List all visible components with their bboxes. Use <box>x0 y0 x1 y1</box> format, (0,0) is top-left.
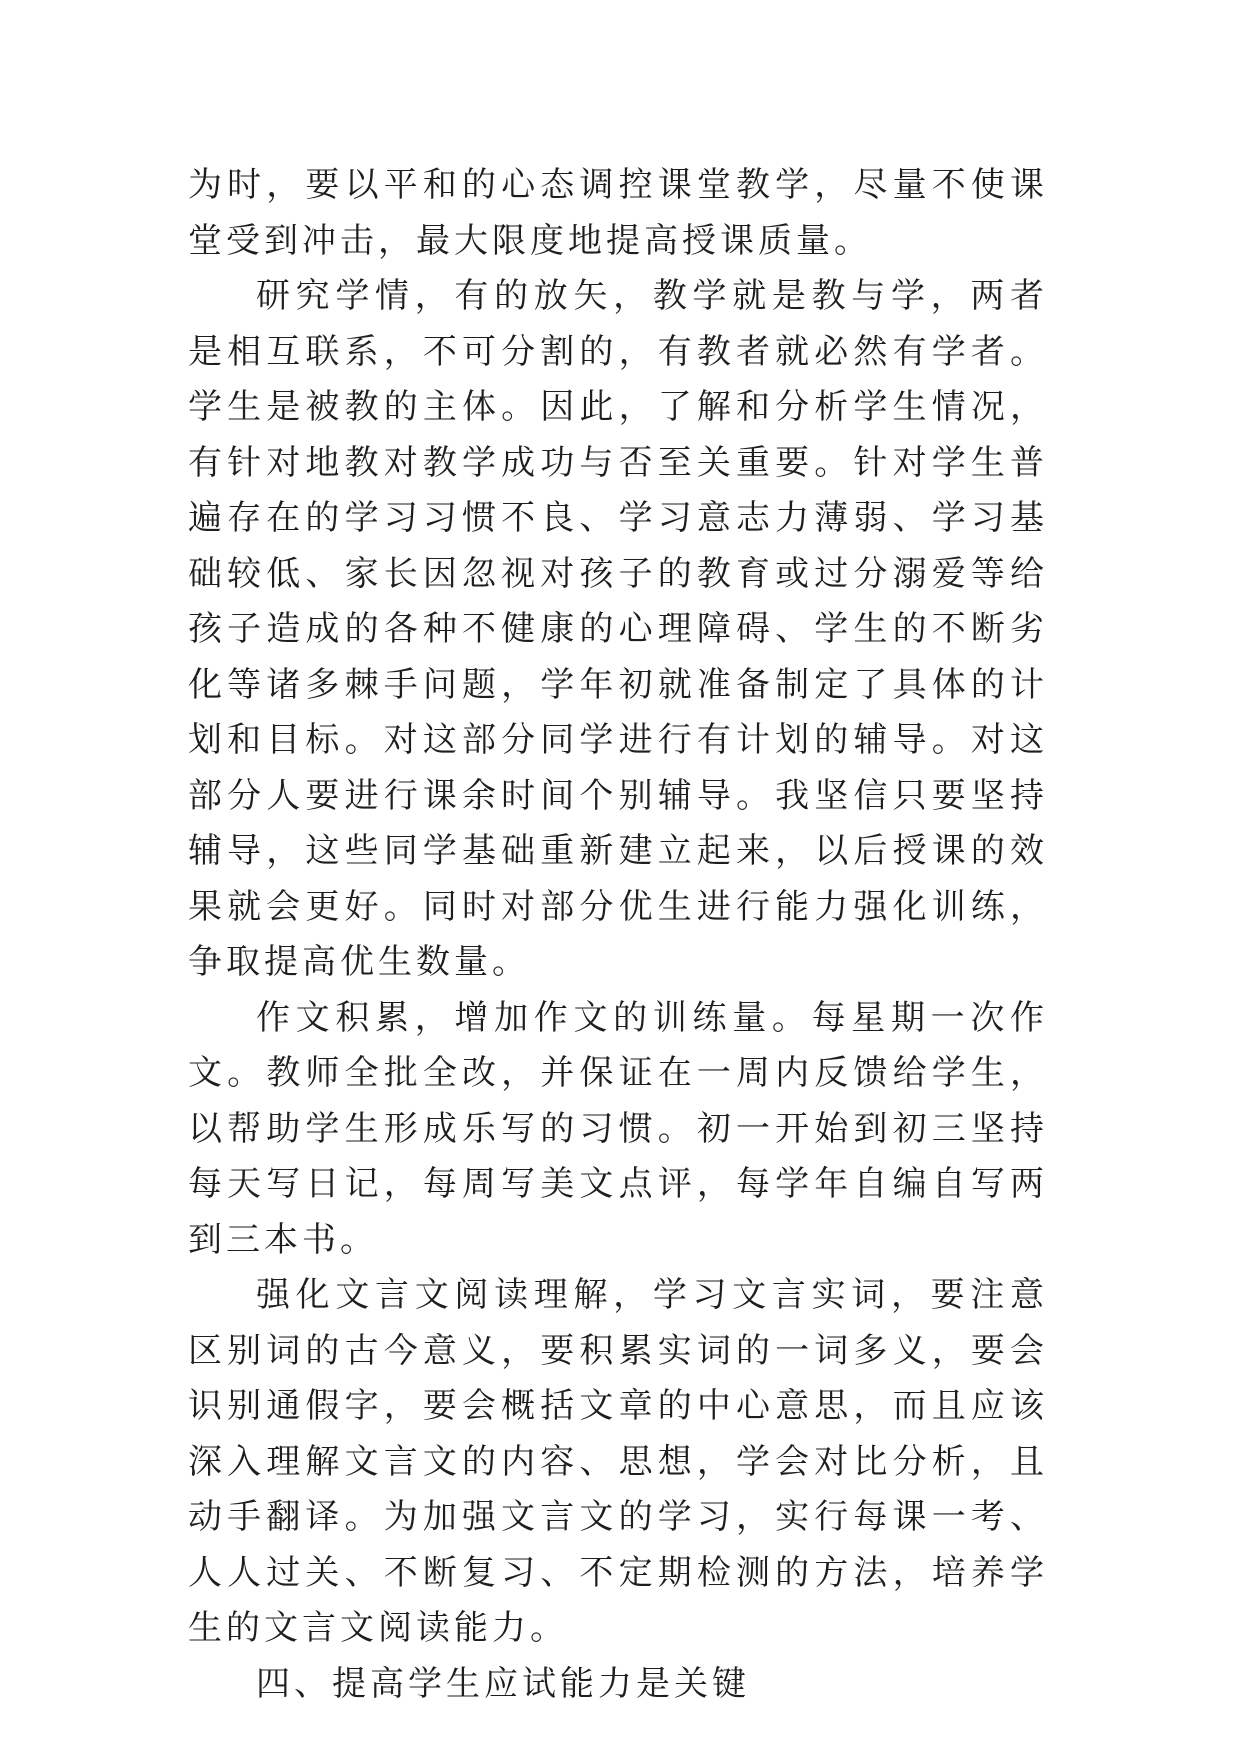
paragraph-composition: 作文积累，增加作文的训练量。每星期一次作文。教师全批全改，并保证在一周内反馈给学生，以帮助学生形成乐写的习惯。初一开始到初三坚持每天写日记，每周写美文点评，每学年自编自写两到三本书。 <box>188 997 1048 1260</box>
paragraph-continuation: 为时，要以平和的心态调控课堂教学，尽量不使课堂受到冲击，最大限度地提高授课质量。 <box>188 165 1048 261</box>
paragraph-study-students: 研究学情，有的放矢，教学就是教与学，两者是相互联系，不可分割的，有教者就必然有学者。学生是被教的主体。因此，了解和分析学生情况，有针对地教对教学成功与否至关重要。针对学生普遍存在的学习习惯不良、学习意志力薄弱、学习基础较低、家长因忽视对孩子的教育或过分溺爱等给孩子造成的各种不健康的心理障碍、学生的不断劣化等诸多棘手问题，学年初就准备制定了具体的计划和目标。对这部分同学进行有计划的辅导。对这部分人要进行课余时间个别辅导。我坚信只要坚持辅导，这些同学基础重新建立起来，以后授课的效果就会更好。同时对部分优生进行能力强化训练，争取提高优生数量。 <box>188 276 1048 982</box>
document-body <box>188 158 1048 1712</box>
paragraph-classical-chinese: 强化文言文阅读理解，学习文言实词，要注意区别词的古今意义，要积累实词的一词多义，要会识别通假字，要会概括文章的中心意思，而且应该深入理解文言文的内容、思想，学会对比分析，且动手翻译。为加强文言文的学习，实行每课一考、人人过关、不断复习、不定期检测的方法，培养学生的文言文阅读能力。 <box>188 1275 1048 1648</box>
section-heading: 四、提高学生应试能力是关键 <box>256 1663 750 1704</box>
